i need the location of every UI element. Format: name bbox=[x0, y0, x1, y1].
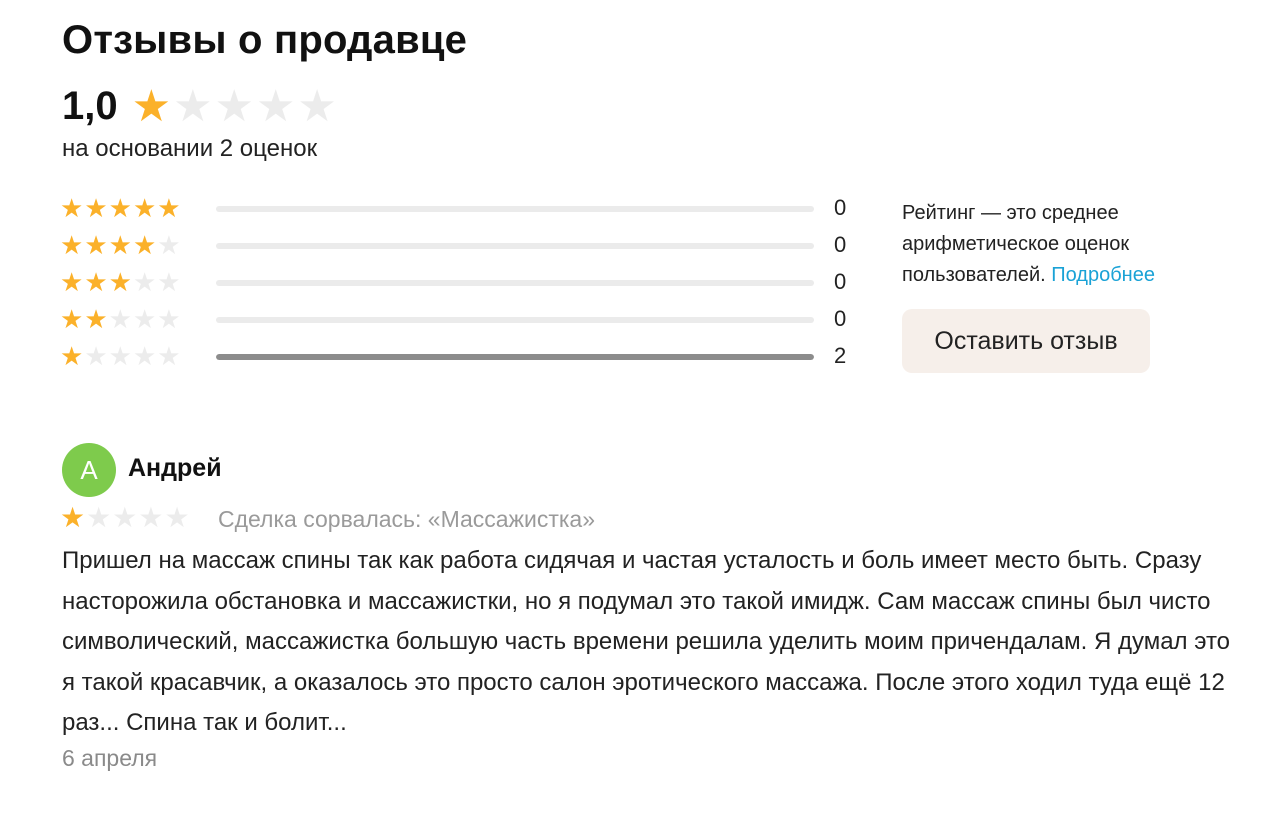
breakdown-bar bbox=[216, 243, 814, 249]
leave-review-button[interactable]: Оставить отзыв bbox=[902, 309, 1150, 373]
star-icon: ★ bbox=[108, 193, 132, 223]
rating-stars bbox=[131, 81, 337, 131]
rating-info-text: Рейтинг — это среднее арифметическое оценок пользователей. bbox=[902, 202, 1130, 286]
star-icon: ★ bbox=[86, 502, 112, 533]
breakdown-row bbox=[60, 193, 860, 223]
star-icon: ★ bbox=[132, 341, 157, 371]
star-icon: ★ bbox=[157, 341, 181, 371]
breakdown-bar bbox=[216, 206, 814, 212]
rating-score: 1,0 bbox=[62, 84, 118, 128]
rating-summary bbox=[62, 81, 337, 131]
star-icon: ★ bbox=[60, 502, 86, 533]
review-author: Андрей bbox=[128, 454, 222, 482]
star-icon: ★ bbox=[157, 304, 181, 334]
star-icon: ★ bbox=[108, 267, 132, 297]
review-text: Пришел на массаж спины так как работа сидячая и частая усталость и боль имеет место быть. Сразу насторожила обстановка и массажистки, но я подумал это такой имидж. Сам массаж спины был чисто символический, массажистка большую часть времени решила уделить моим причендалам. Я думал это я такой красавчик, а оказалось это просто салон эротического массажа. После этого ходил туда ещё 12 раз... Спина так и болит... bbox=[62, 547, 1231, 736]
star-icon: ★ bbox=[60, 304, 84, 334]
star-icon: ★ bbox=[164, 502, 190, 533]
breakdown-row bbox=[60, 304, 860, 334]
review-stars bbox=[60, 504, 190, 532]
star-icon: ★ bbox=[132, 304, 157, 334]
star-icon: ★ bbox=[84, 230, 108, 260]
star-icon: ★ bbox=[132, 267, 157, 297]
star-icon: ★ bbox=[214, 81, 254, 131]
breakdown-row bbox=[60, 267, 860, 297]
breakdown-stars bbox=[60, 343, 181, 369]
star-icon: ★ bbox=[173, 81, 213, 131]
star-icon: ★ bbox=[132, 193, 157, 223]
breakdown-bar bbox=[216, 354, 814, 360]
breakdown-row bbox=[60, 341, 860, 371]
star-icon: ★ bbox=[84, 267, 108, 297]
star-icon: ★ bbox=[108, 304, 132, 334]
star-icon: ★ bbox=[157, 267, 181, 297]
star-icon: ★ bbox=[84, 193, 108, 223]
breakdown-stars bbox=[60, 269, 181, 295]
star-icon: ★ bbox=[84, 341, 108, 371]
breakdown-stars bbox=[60, 306, 181, 332]
breakdown-count: 0 bbox=[834, 269, 847, 294]
star-icon: ★ bbox=[60, 341, 84, 371]
star-icon: ★ bbox=[157, 193, 181, 223]
avatar: А bbox=[62, 443, 116, 497]
star-icon: ★ bbox=[60, 230, 84, 260]
breakdown-count: 2 bbox=[834, 343, 847, 368]
star-icon: ★ bbox=[138, 502, 164, 533]
more-link[interactable]: Подробнее bbox=[1051, 264, 1155, 286]
review-deal-status: Сделка сорвалась: «Массажистка» bbox=[218, 506, 596, 532]
breakdown-row bbox=[60, 230, 860, 260]
star-icon: ★ bbox=[297, 81, 337, 131]
star-icon: ★ bbox=[157, 230, 181, 260]
breakdown-count: 0 bbox=[834, 306, 847, 331]
breakdown-stars bbox=[60, 232, 181, 258]
page-title: Отзывы о продавце bbox=[62, 18, 468, 62]
star-icon: ★ bbox=[60, 193, 84, 223]
star-icon: ★ bbox=[131, 81, 172, 131]
star-icon: ★ bbox=[112, 502, 138, 533]
star-icon: ★ bbox=[84, 304, 108, 334]
breakdown-count: 0 bbox=[834, 232, 847, 257]
breakdown-bar-fill bbox=[216, 354, 814, 360]
breakdown-count: 0 bbox=[834, 195, 847, 220]
star-icon: ★ bbox=[108, 230, 132, 260]
star-icon: ★ bbox=[60, 267, 84, 297]
breakdown-stars bbox=[60, 195, 181, 221]
review-date: 6 апреля bbox=[62, 745, 158, 771]
star-icon: ★ bbox=[255, 81, 296, 131]
rating-basis: на основании 2 оценок bbox=[62, 135, 318, 162]
breakdown-bar bbox=[216, 317, 814, 323]
star-icon: ★ bbox=[132, 230, 157, 260]
rating-info bbox=[902, 198, 1202, 291]
breakdown-bar bbox=[216, 280, 814, 286]
star-icon: ★ bbox=[108, 341, 132, 371]
